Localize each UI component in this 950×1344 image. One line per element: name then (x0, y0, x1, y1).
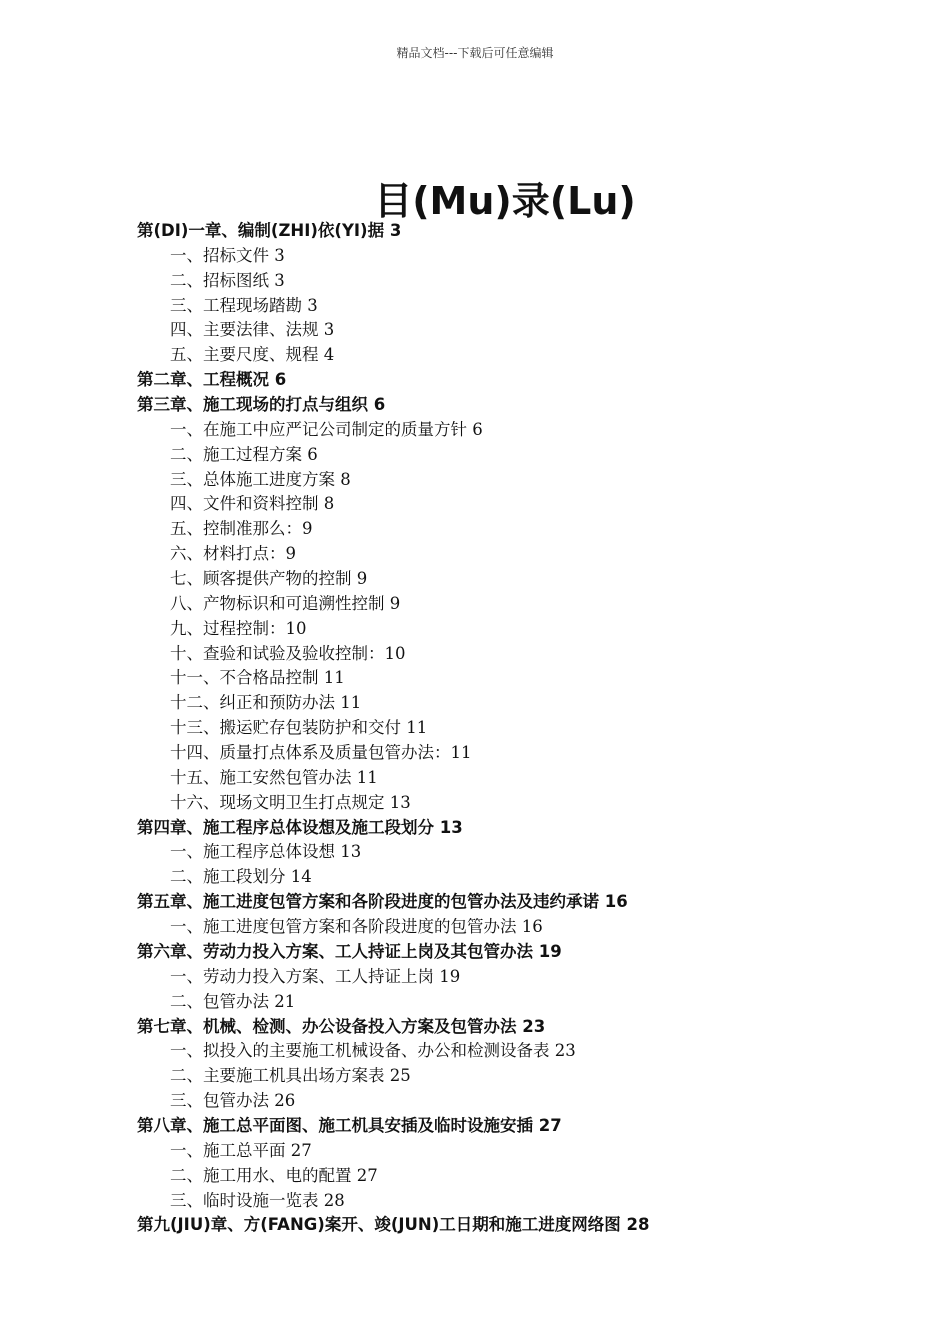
toc-chapter-entry: 第三章、施工现场的打点与组织 6 (137, 395, 386, 415)
toc-section-entry: 八、产物标识和可追溯性控制 9 (170, 593, 401, 613)
toc-section-entry: 九、过程控制：10 (170, 618, 307, 638)
toc-section-entry: 一、施工总平面 27 (170, 1140, 312, 1160)
toc-section-entry: 三、总体施工进度方案 8 (170, 469, 351, 489)
toc-section-entry: 三、临时设施一览表 28 (170, 1190, 345, 1210)
toc-section-entry: 十一、不合格品控制 11 (170, 668, 345, 688)
toc-chapter-entry: 第六章、劳动力投入方案、工人持证上岗及其包管办法 19 (137, 941, 562, 961)
toc-section-entry: 二、施工段划分 14 (170, 867, 312, 887)
toc-chapter-entry: 第四章、施工程序总体设想及施工段划分 13 (137, 817, 463, 837)
toc-section-entry: 七、顾客提供产物的控制 9 (170, 569, 368, 589)
toc-section-entry: 二、主要施工机具出场方案表 25 (170, 1066, 411, 1086)
toc-section-entry: 十四、质量打点体系及质量包管办法：11 (170, 743, 472, 763)
toc-section-entry: 十五、施工安然包管办法 11 (170, 767, 378, 787)
toc-section-entry: 十、查验和试验及验收控制：10 (170, 643, 406, 663)
toc-section-entry: 一、劳动力投入方案、工人持证上岗 19 (170, 966, 461, 986)
toc-chapter-entry: 第(DI)一章、编制(ZHI)依(YI)据 3 (137, 221, 402, 240)
toc-section-entry: 二、包管办法 21 (170, 991, 296, 1011)
toc-section-entry: 三、包管办法 26 (170, 1091, 296, 1111)
toc-section-entry: 十三、搬运贮存包装防护和交付 11 (170, 718, 428, 738)
toc-section-entry: 六、材料打点：9 (170, 544, 296, 564)
toc-section-entry: 五、主要尺度、规程 4 (170, 345, 335, 365)
toc-section-entry: 五、控制准那么：9 (170, 519, 313, 539)
toc-section-entry: 一、拟投入的主要施工机械设备、办公和检测设备表 23 (170, 1041, 576, 1061)
toc-chapter-entry: 第二章、工程概况 6 (137, 370, 287, 390)
toc-section-entry: 一、施工进度包管方案和各阶段进度的包管办法 16 (170, 917, 543, 937)
toc-chapter-entry: 第八章、施工总平面图、施工机具安插及临时设施安插 27 (137, 1115, 562, 1135)
toc-chapter-entry: 第七章、机械、检测、办公设备投入方案及包管办法 23 (137, 1016, 546, 1036)
toc-chapter-entry: 第五章、施工进度包管方案和各阶段进度的包管办法及违约承诺 16 (137, 892, 628, 912)
toc-title: 目(Mu)录(Lu) (374, 179, 636, 223)
toc-section-entry: 一、招标文件 3 (170, 245, 285, 265)
toc-section-entry: 四、文件和资料控制 8 (170, 494, 335, 514)
toc-section-entry: 三、工程现场踏勘 3 (170, 295, 318, 315)
toc-chapter-entry: 第九(JIU)章、方(FANG)案开、竣(JUN)工日期和施工进度网络图 28 (137, 1215, 650, 1235)
toc-section-entry: 二、招标图纸 3 (170, 270, 285, 290)
page-header: 精品文档---下载后可任意编辑 (396, 46, 554, 60)
toc-section-entry: 四、主要法律、法规 3 (170, 320, 335, 340)
toc-section-entry: 二、施工用水、电的配置 27 (170, 1165, 378, 1185)
toc-section-entry: 一、在施工中应严记公司制定的质量方针 6 (170, 419, 483, 439)
table-of-contents (137, 219, 917, 1238)
toc-section-entry: 十六、现场文明卫生打点规定 13 (170, 792, 411, 812)
toc-section-entry: 二、施工过程方案 6 (170, 444, 318, 464)
toc-section-entry: 十二、纠正和预防办法 11 (170, 693, 362, 713)
toc-section-entry: 一、施工程序总体设想 13 (170, 842, 362, 862)
